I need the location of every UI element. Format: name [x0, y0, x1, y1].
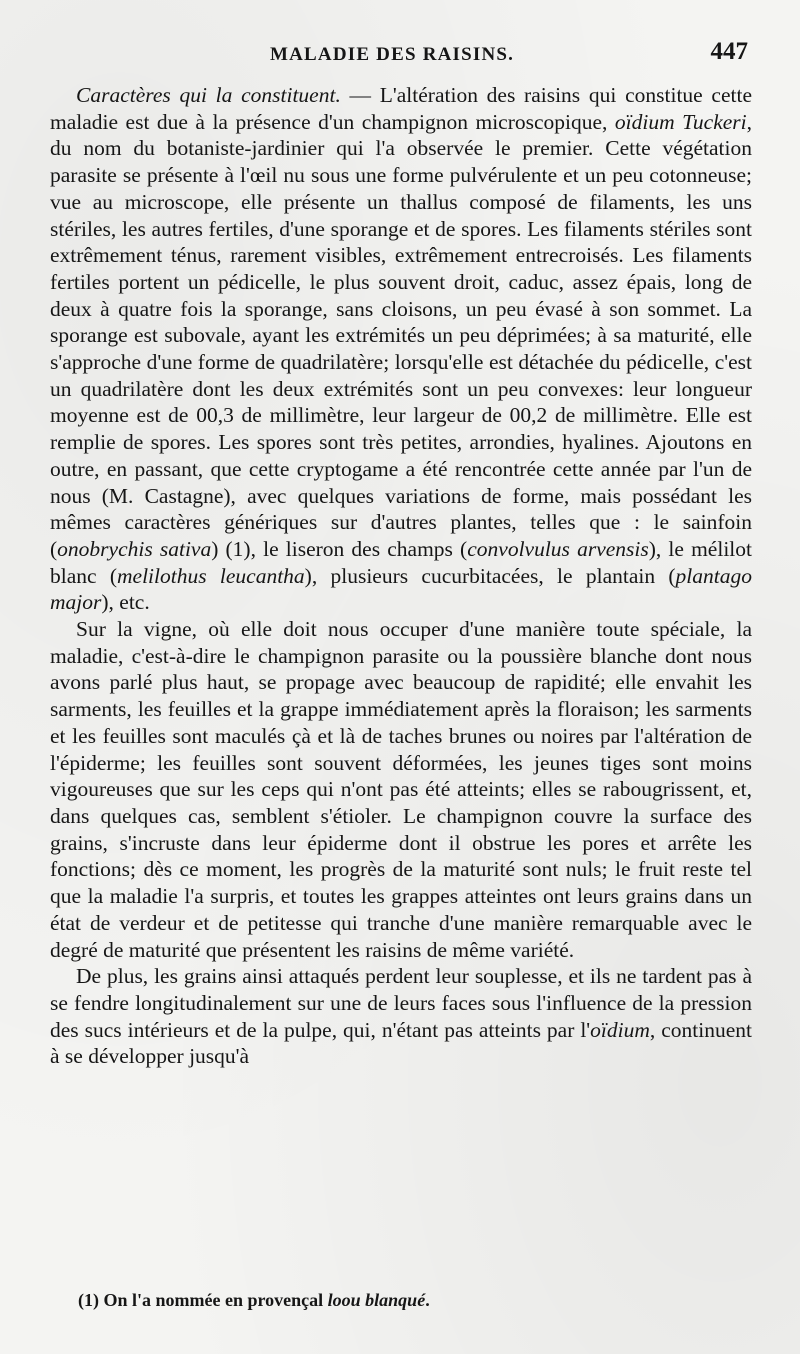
paragraph-text: , continuent à se développer jusqu'à — [50, 1017, 752, 1069]
species-name: oïdium Tuckeri — [614, 109, 747, 134]
running-title: MALADIE DES RAISINS. — [270, 44, 515, 65]
species-name: onobrychis sativa — [57, 536, 212, 561]
paragraph-text: ), le mélilot blanc ( — [50, 536, 752, 588]
footnote-italic: loou blanqué — [327, 1290, 426, 1310]
species-name: convolvulus arvensis — [467, 536, 649, 561]
paragraph-text: De plus, les grains ainsi attaqués perdent leur souplesse, et ils ne tardent pas à se fendre longitudinalement sur une de leurs faces sous l'influence de la pression des sucs intérieurs et de la pulpe, qui, n'étant pas atteints par l' — [50, 964, 752, 1042]
page-header — [50, 32, 752, 82]
body-text — [50, 82, 752, 1070]
footnote-end: . — [425, 1290, 430, 1310]
species-name: plantago major — [50, 563, 752, 615]
species-name: melilothus leucantha — [117, 563, 305, 588]
footnote-text: On l'a nommée en provençal — [99, 1290, 328, 1310]
section-lead: Caractères qui la constituent. — [76, 83, 341, 107]
page-number: 447 — [710, 38, 748, 65]
footnote-marker: (1) — [78, 1290, 99, 1310]
paragraph-characteristics — [50, 82, 752, 616]
footnote — [78, 1290, 430, 1311]
paragraph-text: , du nom du botaniste-jardinier qui l'a observée le premier. Cette végétation parasite se présente à l'œil nu sous une forme pulvérulente et un peu cotonneuse; vue au microscope, elle présente un thallus composé de filaments, les uns stériles, les autres fertiles, d'une sporange et de spores. Les filaments stériles sont extrêmement ténus, rarement visibles, extrêmement entrecroisés. Les filaments fertiles portent un pédicelle, le plus souvent droit, caduc, assez épais, long de deux à quatre fois la sporange, sans cloisons, un peu évasé à son sommet. La sporange est subovale, ayant les extrémités un peu déprimées; à sa maturité, elle s'approche d'une forme de quadrilatère; lorsqu'elle est détachée du pédicelle, c'est un quadrilatère dont les deux extrémités sont un peu convexes: leur longueur moyenne est de 00,3 de millimètre, leur largeur de 00,2 de millimètre. Elle est remplie de spores. Les spores sont très petites, arrondies, hyalines. Ajoutons en outre, en passant, que cette cryptogame a été rencontrée cette année par l'un de nous (M. Castagne), avec quelques variations de forme, mais possédant les mêmes caractères génériques sur d'autres plantes, telles que : le sainfoin ( — [50, 109, 752, 561]
paragraph-text: ), etc. — [101, 590, 150, 615]
paragraph-vine: Sur la vigne, où elle doit nous occuper d'une manière toute spéciale, la maladie, c'est-à-dire le champignon parasite ou la poussière blanche dont nous avons parlé plus haut, se propage avec beaucoup de rapidité; elle envahit les sarments, les feuilles et la grappe immédiatement après la floraison; les sarments et les feuilles sont maculés çà et là de taches brunes ou noires par l'altération de l'épiderme; les feuilles sont souvent déformées, les jeunes tiges sont moins vigoureuses que sur les ceps qui n'ont pas été atteints; elles se rabougrissent, et, dans quelques cas, semblent s'étioler. Le champignon couvre la surface des grains, s'incruste dans leur épiderme dont il obstrue les pores et arrête les fonctions; dès ce moment, les progrès de la maturité sont nuls; le fruit reste tel que la maladie l'a surpris, et toutes les grappes atteintes ont leurs grains dans un état de verdeur et de petitesse qui tranche d'une manière remarquable avec le degré de maturité que présentent les raisins de même variété. — [50, 617, 752, 962]
paragraph-text: ) (1), le liseron des champs ( — [211, 536, 468, 561]
paragraph-text: ), plusieurs cucurbitacées, le plantain ( — [304, 563, 676, 588]
paragraph-text: — L'altération des raisins qui constitue cette maladie est due à la présence d'un champignon microscopique, — [50, 83, 753, 134]
paragraph-grains — [50, 963, 752, 1070]
species-name: oïdium — [590, 1017, 650, 1042]
